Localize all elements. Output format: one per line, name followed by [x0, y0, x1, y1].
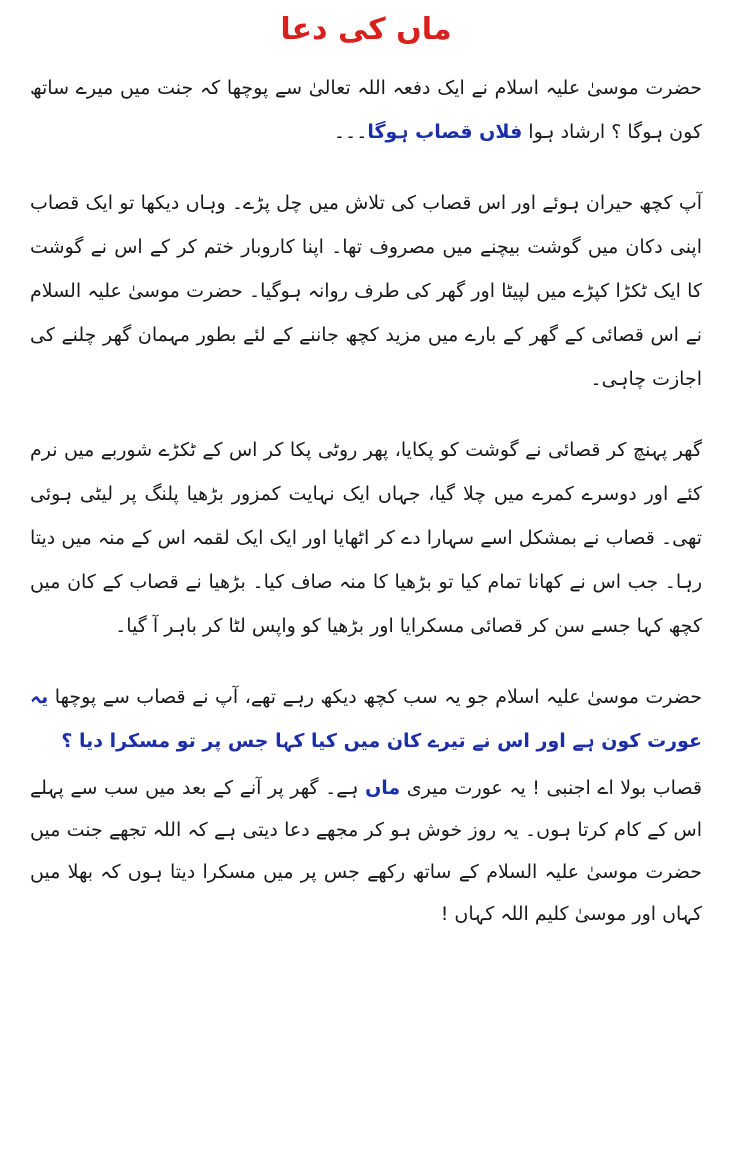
paragraph-5-highlight: ماں: [365, 777, 401, 799]
spacer: [30, 154, 702, 181]
paragraph-4: [30, 675, 702, 763]
paragraph-1-highlight: فلاں قصاب ہوگا: [367, 121, 523, 143]
paragraph-1-text: حضرت موسیٰ علیہ اسلام نے ایک دفعہ اللہ تعالیٰ سے پوچھا کہ جنت میں میرے ساتھ کون ہوگا ؟ ارشاد ہوا: [30, 77, 702, 143]
spacer: [30, 401, 702, 428]
paragraph-5-text-before: قصاب بولا اے اجنبی ! یہ عورت میری: [400, 777, 702, 799]
paragraph-1-tail: ۔۔۔: [333, 121, 368, 143]
paragraph-4-highlight: یہ عورت کون ہے اور اس نے تیرے کان میں کیا کہا جس پر تو مسکرا دیا ؟: [30, 686, 702, 752]
paragraph-2: [30, 181, 702, 401]
spacer: [30, 648, 702, 675]
paragraph-3: [30, 428, 702, 648]
paragraph-5: [30, 767, 702, 935]
page-title: ماں کی دعا: [280, 12, 452, 47]
paragraph-2-text: آپ کچھ حیران ہوئے اور اس قصاب کی تلاش میں چل پڑے۔ وہاں دیکھا تو ایک قصاب اپنی دکان میں گوشت بیچنے میں مصروف تھا۔ اپنا کاروبار ختم کر کے اس نے گوشت کا ایک ٹکڑا کپڑے میں لپیٹا اور گھر کی طرف روانہ ہوگیا۔ حضرت موسیٰ علیہ السلام نے اس قصائی کے گھر کے بارے میں مزید کچھ جاننے کے لئے بطور مہمان گھر چلنے کی اجازت چاہی۔: [30, 192, 702, 390]
paragraph-1: [30, 66, 702, 154]
paragraph-3-text: گھر پہنچ کر قصائی نے گوشت کو پکایا، پھر روٹی پکا کر اس کے ٹکڑے شوربے میں نرم کئے اور دوسرے کمرے میں چلا گیا، جہاں ایک نہایت کمزور بڑھیا پلنگ پر لیٹی ہوئی تھی۔ قصاب نے بمشکل اسے سہارا دے کر اٹھایا اور ایک ایک لقمہ اس کے منہ میں دیتا رہا۔ جب اس نے کھانا تمام کیا تو بڑھیا کا منہ صاف کیا۔ بڑھیا نے قصاب کے کان میں کچھ کہا جسے سن کر قصائی مسکرایا اور بڑھیا کو واپس لٹا کر باہر آ گیا۔: [30, 439, 702, 637]
paragraph-5-text-after: ہے۔ گھر پر آنے کے بعد میں سب سے پہلے اس کے کام کرتا ہوں۔ یہ روز خوش ہو کر مجھے دعا دیتی ہے کہ اللہ تجھے جنت میں حضرت موسیٰ علیہ السلام کے ساتھ رکھے جس پر میں مسکرا دیتا ہوں کہ بھلا میں کہاں اور موسیٰ کلیم اللہ کہاں !: [30, 777, 702, 925]
paragraph-4-text: حضرت موسیٰ علیہ اسلام جو یہ سب کچھ دیکھ رہے تھے، آپ نے قصاب سے پوچھا: [48, 686, 702, 708]
